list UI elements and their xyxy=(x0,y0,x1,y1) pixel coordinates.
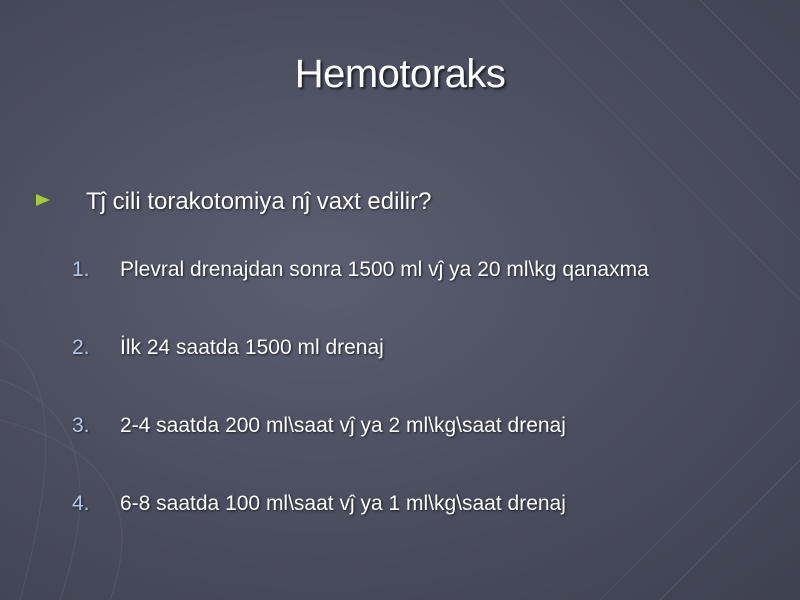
list-item xyxy=(72,414,782,492)
question-row xyxy=(36,188,776,216)
slide-title: Hemotoraks xyxy=(294,52,506,96)
list-item-number: 1. xyxy=(72,258,90,281)
background-line xyxy=(0,380,80,600)
background-line xyxy=(500,0,800,300)
list-item-text: İlk 24 saatda 1500 ml drenaj xyxy=(120,336,384,359)
list-item xyxy=(72,492,782,570)
list-item-text: 2-4 saatda 200 ml\saat vĵ ya 2 ml\kg\saat drenaj xyxy=(120,414,566,437)
triangle-bullet-icon xyxy=(36,194,50,206)
list-item-text: Plevral drenajdan sonra 1500 ml vĵ ya 20 ml\kg qanaxma xyxy=(120,258,649,281)
list-item-text: 6-8 saatda 100 ml\saat vĵ ya 1 ml\kg\saat drenaj xyxy=(120,492,566,515)
list-item xyxy=(72,336,782,414)
list-item xyxy=(72,258,782,336)
list-item-number: 4. xyxy=(72,492,90,515)
background-line xyxy=(0,340,46,600)
list-item-number: 3. xyxy=(72,414,90,437)
numbered-list xyxy=(72,258,782,570)
list-item-number: 2. xyxy=(72,336,90,359)
question-text: Tĵ cili torakotomiya nĵ vaxt edilir? xyxy=(86,188,432,215)
